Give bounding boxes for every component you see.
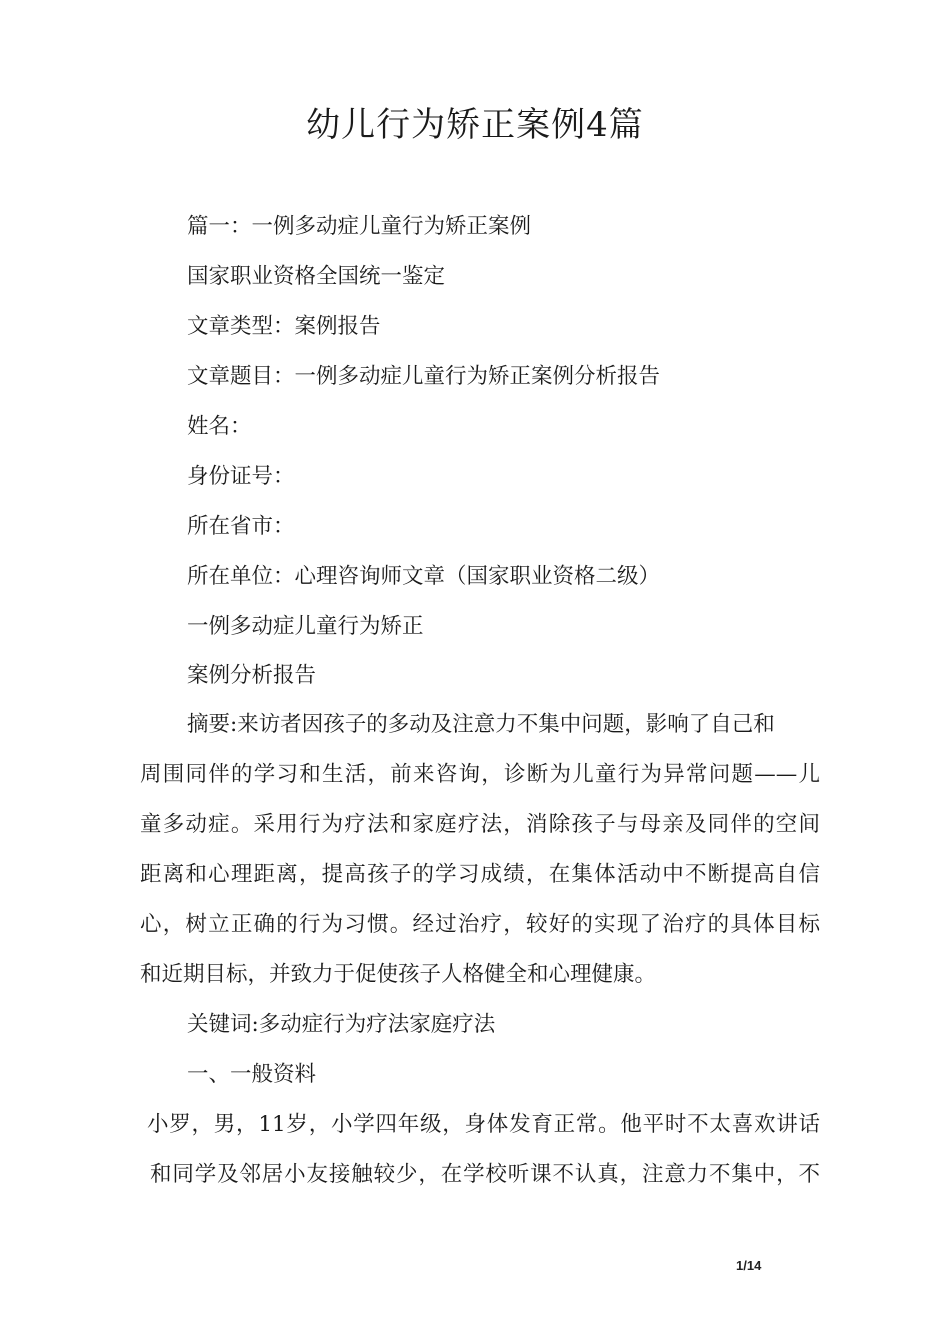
document-title: 幼儿行为矫正案例4篇 <box>306 105 644 145</box>
abstract-line: 周围同伴的学习和生活，前来咨询，诊断为儿童行为异常问题——儿 <box>140 762 820 787</box>
keywords-line: 关键词:多动症行为疗法家庭疗法 <box>187 1012 496 1037</box>
text-line: 文章题目：一例多动症儿童行为矫正案例分析报告 <box>187 364 661 389</box>
section-heading: 篇一：一例多动症儿童行为矫正案例 <box>187 214 532 239</box>
text-line: 和同学及邻居小友接触较少，在学校听课不认真，注意力不集中，不 <box>150 1162 820 1187</box>
abstract-line: 和近期目标，并致力于促使孩子人格健全和心理健康。 <box>140 962 657 987</box>
text-line: 小罗，男，11岁，小学四年级，身体发育正常。他平时不太喜欢讲话 <box>147 1112 820 1137</box>
text-line: 国家职业资格全国统一鉴定 <box>187 264 446 289</box>
text-line: 文章类型：案例报告 <box>187 314 381 339</box>
abstract-line: 距离和心理距离，提高孩子的学习成绩，在集体活动中不断提高自信 <box>140 862 820 887</box>
text-line: 一例多动症儿童行为矫正 <box>187 614 424 639</box>
abstract-line: 摘要:来访者因孩子的多动及注意力不集中问题，影响了自己和 <box>187 712 775 737</box>
text-line: 案例分析报告 <box>187 663 317 688</box>
section-heading: 一、一般资料 <box>187 1062 317 1087</box>
abstract-line: 童多动症。采用行为疗法和家庭疗法，消除孩子与母亲及同伴的空间 <box>140 812 820 837</box>
abstract-line: 心，树立正确的行为习惯。经过治疗，较好的实现了治疗的具体目标 <box>140 912 820 937</box>
text-line: 所在省市： <box>187 514 295 539</box>
text-line: 姓名： <box>187 414 252 439</box>
page-number: 1/14 <box>736 1258 762 1273</box>
text-line: 身份证号： <box>187 464 295 489</box>
text-line: 所在单位：心理咨询师文章（国家职业资格二级） <box>187 564 661 589</box>
